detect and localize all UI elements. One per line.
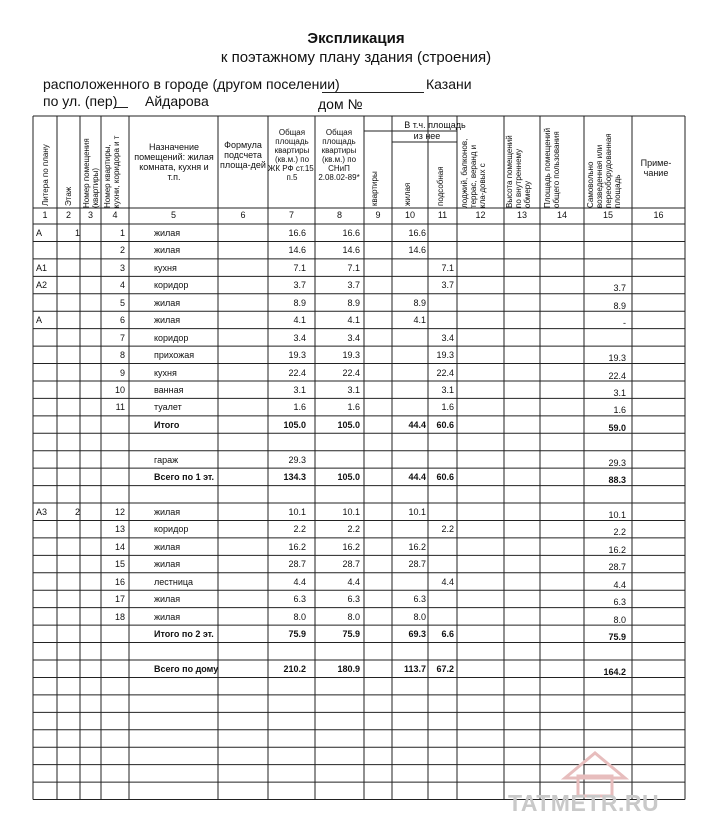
- location-label: расположенного в городе (другом поселении): [43, 76, 340, 92]
- cell-purpose: жилая: [154, 611, 181, 622]
- cell-living: 14.6: [408, 245, 426, 256]
- column-number: 6: [240, 210, 246, 220]
- cell-number: 14: [114, 541, 125, 552]
- cell-number: 5: [119, 297, 125, 308]
- cell-purpose: Всего по дому: [154, 664, 219, 674]
- cell-unauthorized: 3.7: [613, 283, 626, 294]
- column-number: 14: [556, 210, 567, 220]
- cell-unauthorized: 16.2: [608, 544, 626, 555]
- cell-total-snip: 19.3: [342, 350, 360, 361]
- header-flat-number: Номер квартиры, кухни, коридора и т: [103, 135, 121, 208]
- cell-total-snip: 1.6: [347, 402, 360, 413]
- cell-purpose: жилая: [154, 245, 181, 256]
- cell-purpose: кухня: [154, 367, 177, 378]
- cell-purpose: туалет: [154, 402, 182, 413]
- cell-total-zhk: 6.3: [293, 594, 306, 605]
- cell-total-zhk: 75.9: [288, 629, 306, 640]
- cell-total-snip: 105.0: [337, 472, 360, 483]
- cell-living: 69.3: [408, 629, 426, 640]
- cell-number: 7: [119, 332, 125, 343]
- cell-unauthorized: 6.3: [613, 597, 626, 608]
- header-common-area: Площадь помещений общего пользования: [543, 127, 561, 208]
- column-number: 11: [437, 210, 448, 220]
- cell-number: 6: [119, 315, 125, 326]
- cell-auxiliary: 60.6: [436, 472, 454, 483]
- cell-number: 12: [114, 507, 125, 518]
- cell-total-snip: 3.1: [347, 384, 360, 395]
- cell-purpose: жилая: [154, 594, 181, 605]
- column-number: 3: [87, 210, 93, 220]
- cell-litera: А: [36, 315, 43, 326]
- column-number: 8: [336, 210, 342, 220]
- cell-auxiliary: 3.1: [441, 384, 454, 395]
- cell-purpose: Всего по 1 эт.: [154, 472, 215, 483]
- header-total-area-zhk: Общая площадь квартиры (кв.м.) по ЖК РФ ст.15. п.5: [268, 128, 316, 182]
- city-value: Казани: [426, 76, 472, 92]
- column-number: 12: [475, 210, 486, 220]
- cell-living: 8.0: [413, 611, 426, 622]
- city-underline: [322, 92, 424, 93]
- street-value: Айдарова: [145, 93, 209, 109]
- header-group-area: В т.ч. площадь: [404, 120, 466, 130]
- cell-total-snip: 8.0: [347, 611, 360, 622]
- document-subtitle: к поэтажному плану здания (строения): [220, 49, 492, 66]
- cell-unauthorized: 3.1: [613, 387, 626, 398]
- cell-living: 44.4: [408, 419, 426, 430]
- header-auxiliary: подсобная: [436, 166, 445, 206]
- cell-unauthorized: 22.4: [608, 370, 626, 381]
- cell-purpose: лестница: [154, 576, 194, 587]
- cell-auxiliary: 2.2: [441, 524, 454, 535]
- cell-total-zhk: 16.2: [288, 541, 306, 552]
- cell-total-zhk: 2.2: [293, 524, 306, 535]
- cell-purpose: жилая: [154, 315, 181, 326]
- cell-floor: 2: [74, 507, 80, 518]
- cell-total-snip: 4.1: [347, 315, 360, 326]
- cell-total-zhk: 22.4: [288, 367, 306, 378]
- cell-total-zhk: 16.6: [288, 228, 306, 238]
- cell-unauthorized: 2.2: [613, 527, 626, 538]
- cell-living: 16.2: [408, 541, 426, 552]
- header-litera: Литера по плану: [41, 144, 50, 206]
- cell-total-zhk: 10.1: [288, 507, 306, 518]
- cell-unauthorized: 28.7: [608, 562, 626, 573]
- cell-total-snip: 180.9: [337, 664, 360, 674]
- cell-living: 6.3: [413, 594, 426, 605]
- cell-total-zhk: 3.4: [293, 332, 306, 343]
- cell-living: 4.1: [413, 315, 426, 326]
- column-number: 7: [288, 210, 294, 220]
- cell-number: 13: [114, 524, 125, 535]
- cell-number: 8: [119, 350, 125, 361]
- document-title: Экспликация: [307, 30, 405, 47]
- header-purpose: Назначение помещений: жилая комната, кухня и т.п.: [134, 142, 214, 182]
- cell-total-zhk: 210.2: [283, 664, 306, 674]
- cell-purpose: ванная: [154, 384, 184, 395]
- header-height: Высота помещений по внутреннему обмеру: [505, 135, 532, 208]
- cell-unauthorized: 29.3: [608, 457, 626, 468]
- cell-purpose: кухня: [154, 262, 177, 273]
- cell-total-zhk: 4.4: [293, 576, 306, 587]
- street-underline: [114, 107, 128, 108]
- header-unauthorized: Самовольно возведенная или переоборудованная площадь: [586, 133, 622, 208]
- cell-total-zhk: 29.3: [288, 454, 306, 465]
- cell-total-snip: 2.2: [347, 524, 360, 535]
- cell-unauthorized: 88.3: [608, 475, 626, 486]
- cell-total-snip: 105.0: [337, 419, 360, 430]
- header-room-number: Номер помещения (квартиры): [82, 138, 100, 208]
- cell-litera: А1: [36, 262, 48, 273]
- cell-living: 10.1: [408, 507, 426, 518]
- cell-purpose: гараж: [154, 454, 179, 465]
- cell-total-snip: 75.9: [342, 629, 360, 640]
- cell-purpose: жилая: [154, 559, 181, 570]
- cell-total-zhk: 105.0: [283, 419, 306, 430]
- cell-auxiliary: 22.4: [436, 367, 454, 378]
- cell-living: 44.4: [408, 472, 426, 483]
- cell-number: 2: [119, 245, 125, 256]
- cell-unauthorized: 8.9: [613, 300, 626, 311]
- cell-total-zhk: 7.1: [293, 262, 306, 273]
- house-number-label: дом №: [318, 96, 363, 112]
- cell-purpose: жилая: [154, 507, 181, 518]
- cell-total-snip: 28.7: [342, 559, 360, 570]
- cell-living: 113.7: [403, 664, 426, 674]
- header-living: жилая: [403, 182, 412, 206]
- cell-auxiliary: 19.3: [436, 350, 454, 361]
- column-number: 16: [653, 210, 664, 220]
- cell-total-snip: 16.6: [342, 228, 360, 238]
- header-note: Приме-чание: [640, 158, 672, 178]
- cell-auxiliary: 67.2: [436, 664, 454, 674]
- cell-total-snip: 10.1: [342, 507, 360, 518]
- cell-total-zhk: 4.1: [293, 315, 306, 326]
- cell-auxiliary: 7.1: [441, 262, 454, 273]
- cell-auxiliary: 60.6: [436, 419, 454, 430]
- cell-auxiliary: 1.6: [441, 402, 454, 413]
- cell-purpose: коридор: [154, 524, 189, 535]
- cell-number: 16: [114, 576, 125, 587]
- street-label: по ул. (пер): [43, 93, 118, 109]
- column-number: 10: [404, 210, 415, 220]
- cell-purpose: жилая: [154, 228, 181, 238]
- cell-total-snip: 8.9: [347, 297, 360, 308]
- cell-total-snip: 14.6: [342, 245, 360, 256]
- cell-number: 10: [114, 384, 125, 395]
- cell-litera: А3: [36, 507, 48, 518]
- column-number: 1: [42, 210, 48, 220]
- cell-number: 18: [114, 611, 125, 622]
- cell-total-snip: 16.2: [342, 541, 360, 552]
- cell-auxiliary: 4.4: [441, 576, 454, 587]
- cell-purpose: прихожая: [154, 350, 195, 361]
- column-number: 5: [170, 210, 176, 220]
- column-number: 9: [375, 210, 381, 220]
- cell-total-zhk: 3.1: [293, 384, 306, 395]
- cell-total-snip: 6.3: [347, 594, 360, 605]
- cell-purpose: жилая: [154, 297, 181, 308]
- cell-unauthorized: 10.1: [608, 510, 626, 521]
- cell-unauthorized: 1.6: [613, 405, 626, 416]
- cell-unauthorized: 75.9: [608, 632, 626, 643]
- column-number: 4: [112, 210, 118, 220]
- cell-litera: А: [36, 228, 43, 238]
- cell-number: 1: [119, 228, 125, 238]
- cell-purpose: Итого по 2 эт.: [154, 629, 214, 640]
- header-floor: Этаж: [64, 186, 73, 206]
- cell-living: 16.6: [408, 228, 426, 238]
- cell-total-snip: 22.4: [342, 367, 360, 378]
- header-formula: Формула подсчета площа-дей: [220, 140, 266, 170]
- cell-litera: А2: [36, 280, 48, 291]
- cell-purpose: Итого: [154, 419, 180, 430]
- cell-total-zhk: 8.9: [293, 297, 306, 308]
- header-total-area-snip: Общая площадь квартиры (кв.м.) по СНиП 2.08.02-89*: [318, 128, 360, 182]
- cell-floor: 1: [74, 228, 80, 238]
- cell-number: 9: [119, 367, 125, 378]
- header-subgroup: из нее: [413, 131, 441, 141]
- column-number: 13: [516, 210, 527, 220]
- cell-total-zhk: 1.6: [293, 402, 306, 413]
- cell-auxiliary: 3.4: [441, 332, 454, 343]
- cell-unauthorized: 164.2: [603, 667, 626, 677]
- cell-total-snip: 4.4: [347, 576, 360, 587]
- cell-total-zhk: 134.3: [283, 472, 306, 483]
- cell-unauthorized: 19.3: [608, 353, 626, 364]
- cell-number: 3: [119, 262, 125, 273]
- cell-total-zhk: 28.7: [288, 559, 306, 570]
- cell-total-zhk: 14.6: [288, 245, 306, 256]
- cell-unauthorized: 4.4: [613, 579, 626, 590]
- cell-living: 28.7: [408, 559, 426, 570]
- cell-total-snip: 7.1: [347, 262, 360, 273]
- cell-living: 8.9: [413, 297, 426, 308]
- cell-total-snip: 3.7: [347, 280, 360, 291]
- header-flats: квартиры: [370, 171, 379, 206]
- cell-auxiliary: 3.7: [441, 280, 454, 291]
- cell-purpose: коридор: [154, 280, 189, 291]
- cell-number: 15: [114, 559, 125, 570]
- cell-number: 17: [114, 594, 125, 605]
- column-number: 15: [602, 210, 613, 220]
- column-number: 2: [65, 210, 71, 220]
- cell-auxiliary: 6.6: [441, 629, 454, 640]
- cell-purpose: жилая: [154, 541, 181, 552]
- watermark: TATMETR.RU: [508, 790, 660, 816]
- cell-total-zhk: 8.0: [293, 611, 306, 622]
- cell-total-snip: 3.4: [347, 332, 360, 343]
- cell-purpose: коридор: [154, 332, 189, 343]
- cell-unauthorized: 8.0: [613, 614, 626, 625]
- header-balconies: лоджий, балконов, террас, веранд и кла-довых с: [460, 138, 487, 208]
- cell-total-zhk: 19.3: [288, 350, 306, 361]
- cell-unauthorized: -: [623, 318, 626, 329]
- cell-unauthorized: 59.0: [608, 422, 626, 433]
- cell-number: 4: [119, 280, 125, 291]
- cell-number: 11: [115, 402, 125, 413]
- cell-total-zhk: 3.7: [293, 280, 306, 291]
